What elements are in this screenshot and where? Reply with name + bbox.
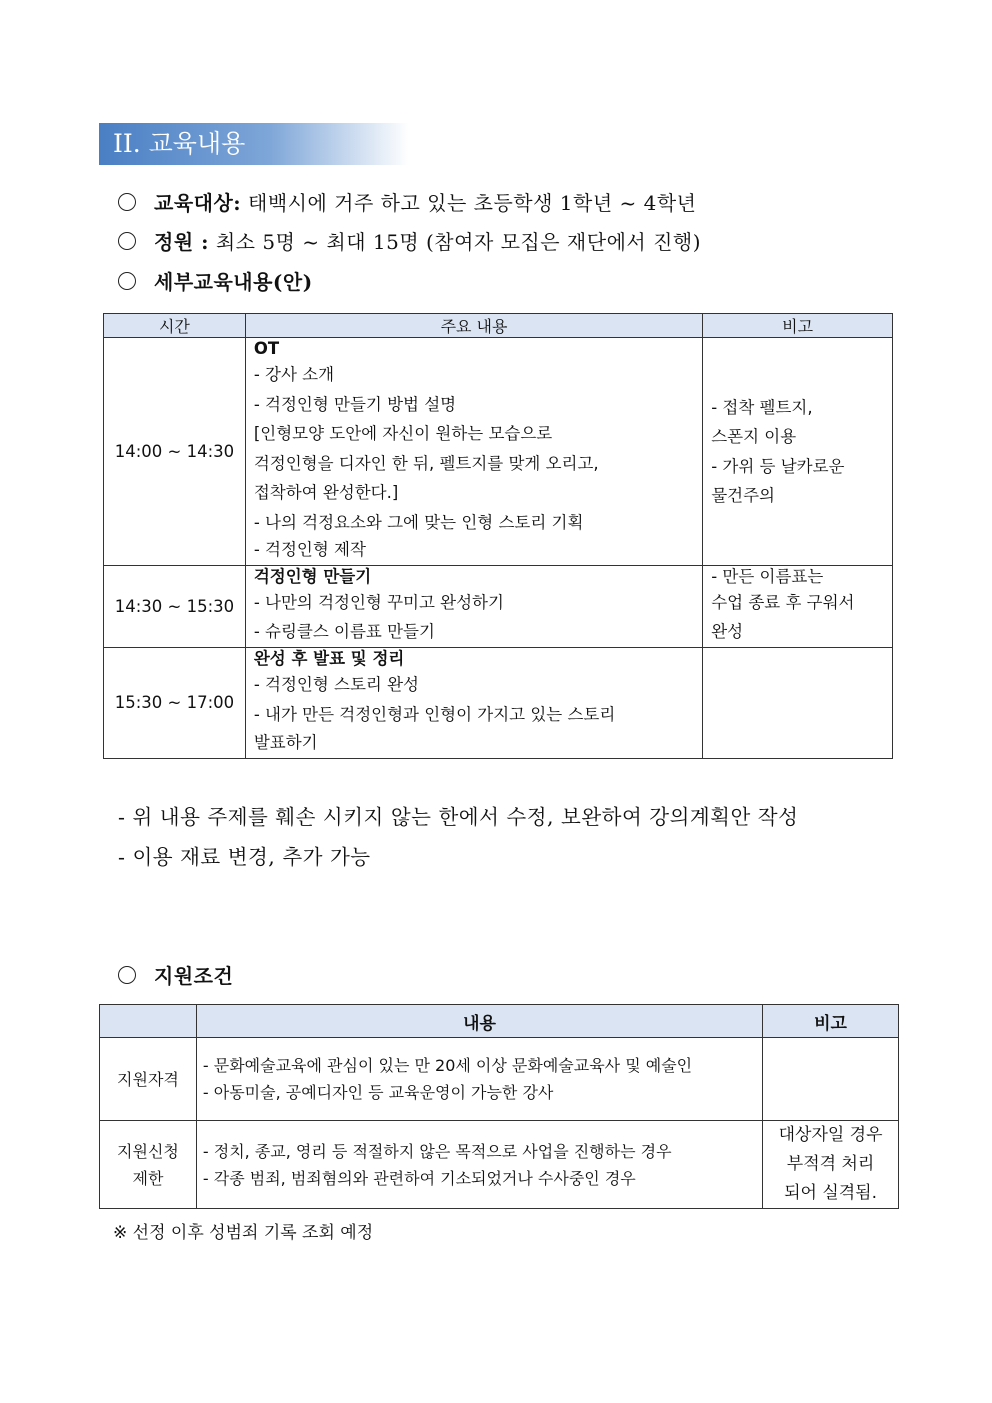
content-cell: - 정치, 종교, 영리 등 적절하지 않은 목적으로 사업을 진행하는 경우 - 각종 범죄, 범죄혐의와 관련하여 기소되었거나 수사중인 경우 — [196, 1121, 762, 1209]
header-note: 비고 — [703, 314, 893, 338]
table-row — [100, 1038, 899, 1121]
circle-bullet-icon — [118, 232, 136, 250]
footnote: ※ 선정 이후 성범죄 기록 조회 예정 — [113, 1223, 374, 1243]
section-title: II. 교육내용 — [99, 123, 409, 165]
category-cell: 지원신청 제한 — [100, 1121, 197, 1209]
table-row — [104, 566, 893, 648]
header-blank — [100, 1005, 197, 1038]
table-header-row — [100, 1005, 899, 1038]
bullet-support: 지원조건 — [118, 960, 233, 989]
note-cell: - 만든 이름표는 수업 종료 후 구워서 완성 — [703, 566, 893, 648]
header-note: 비고 — [763, 1005, 899, 1038]
circle-bullet-icon — [118, 193, 136, 211]
header-content: 내용 — [196, 1005, 762, 1038]
bullet-target: 교육대상: 태백시에 거주 하고 있는 초등학생 1학년 ~ 4학년 — [118, 187, 697, 216]
note-cell — [703, 648, 893, 759]
table-header-row — [104, 314, 893, 338]
bullet-detail: 세부교육내용(안) — [118, 266, 313, 295]
circle-bullet-icon — [118, 272, 136, 290]
table-row — [104, 338, 893, 566]
time-cell: 14:30 ~ 15:30 — [104, 566, 246, 648]
time-cell: 14:00 ~ 14:30 — [104, 338, 246, 566]
time-cell: 15:30 ~ 17:00 — [104, 648, 246, 759]
content-cell: OT - 강사 소개 - 걱정인형 만들기 방법 설명 [인형모양 도안에 자신이 원하는 모습으로 걱정인형을 디자인 한 뒤, 펠트지를 맞게 오리고, 접착하여 완성한다.] - 나의 걱정요소와 그에 맞는 인형 스토리 기획 - 걱정인형 제작 — [245, 338, 702, 566]
content-cell: 걱정인형 만들기 - 나만의 걱정인형 꾸미고 완성하기 - 슈링클스 이름표 만들기 — [245, 566, 702, 648]
header-time: 시간 — [104, 314, 246, 338]
support-table — [99, 1004, 899, 1209]
category-cell: 지원자격 — [100, 1038, 197, 1121]
note-cell — [763, 1038, 899, 1121]
bullet-capacity: 정원 : 최소 5명 ~ 최대 15명 (참여자 모집은 재단에서 진행) — [118, 226, 701, 255]
table-row — [104, 648, 893, 759]
content-cell: - 문화예술교육에 관심이 있는 만 20세 이상 문화예술교육사 및 예술인 - 아동미술, 공예디자인 등 교육운영이 가능한 강사 — [196, 1038, 762, 1121]
note-cell: 대상자일 경우 부적격 처리 되어 실격됨. — [763, 1121, 899, 1209]
remark-line: - 이용 재료 변경, 추가 가능 — [118, 845, 371, 869]
circle-bullet-icon — [118, 966, 136, 984]
schedule-table — [103, 313, 893, 759]
header-content: 주요 내용 — [245, 314, 702, 338]
table-row — [100, 1121, 899, 1209]
content-cell: 완성 후 발표 및 정리 - 걱정인형 스토리 완성 - 내가 만든 걱정인형과 인형이 가지고 있는 스토리 발표하기 — [245, 648, 702, 759]
remark-line: - 위 내용 주제를 훼손 시키지 않는 한에서 수정, 보완하여 강의계획안 작성 — [118, 805, 799, 829]
note-cell: - 접착 펠트지, 스폰지 이용 - 가위 등 날카로운 물건주의 — [703, 338, 893, 566]
